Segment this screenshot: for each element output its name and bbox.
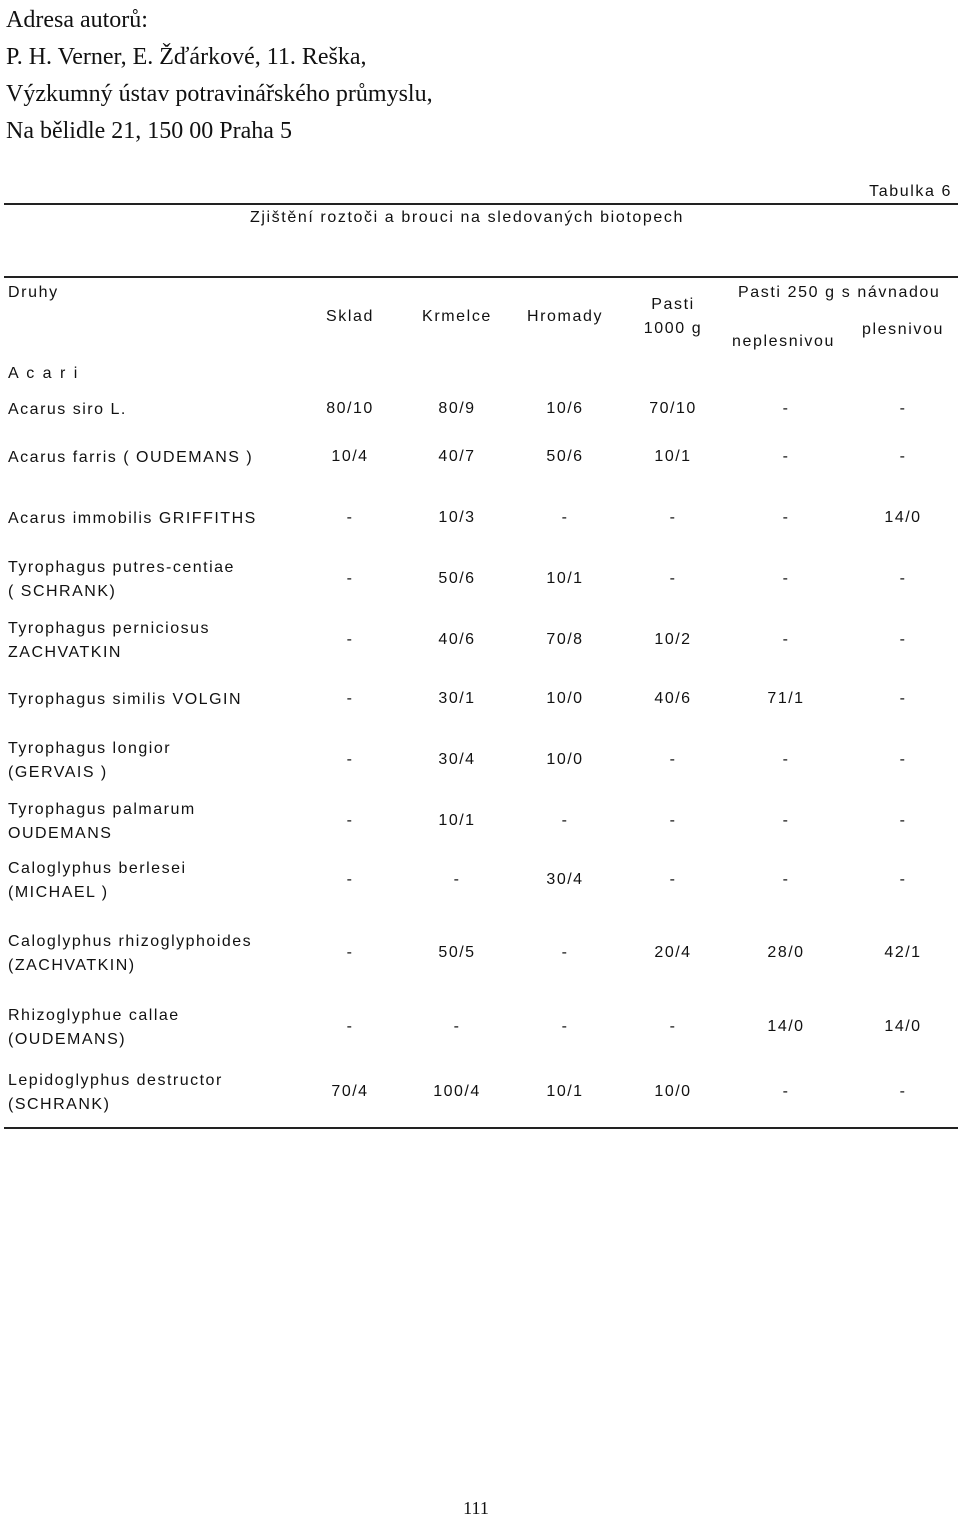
table-cell: - <box>899 751 907 768</box>
table-cell: - <box>346 812 354 829</box>
table-cell: 14/0 <box>767 1018 805 1035</box>
table-cell: 10/0 <box>546 751 584 768</box>
address-line: Na bělidle 21, 150 00 Praha 5 <box>6 118 292 144</box>
table-cell: - <box>899 1083 907 1100</box>
table-cell: 70/4 <box>331 1083 369 1100</box>
species-name-line: Caloglyphus rhizoglyphoides <box>8 933 253 950</box>
table-cell: 10/4 <box>331 448 369 465</box>
table-cell: - <box>346 690 354 707</box>
table-cell: 10/0 <box>654 1083 692 1100</box>
table-cell: 10/1 <box>654 448 692 465</box>
species-name <box>8 688 242 712</box>
table-cell: 30/1 <box>438 690 476 707</box>
table-cell: 28/0 <box>767 944 805 961</box>
table-cell: 70/10 <box>649 400 697 417</box>
table-cell: 40/7 <box>438 448 476 465</box>
species-name-line: Tyrophagus perniciosus <box>8 620 210 637</box>
table-cell: 42/1 <box>884 944 922 961</box>
species-name-line: (ZACHVATKIN) <box>8 957 136 974</box>
table-cell: 10/2 <box>654 631 692 648</box>
species-name-line: OUDEMANS <box>8 825 113 842</box>
address-line: Adresa autorů: <box>6 7 148 33</box>
species-name-line: Tyrophagus longior <box>8 740 172 757</box>
species-name <box>8 798 196 846</box>
header-top-rule <box>4 276 958 278</box>
table-cell: - <box>669 509 677 526</box>
table-cell: - <box>561 812 569 829</box>
table-bottom-rule <box>4 1127 958 1129</box>
header-krmelce: Krmelce <box>422 308 492 325</box>
table-cell: 10/3 <box>438 509 476 526</box>
table-cell: - <box>669 871 677 888</box>
species-name <box>8 737 171 785</box>
table-cell: - <box>899 448 907 465</box>
table-cell: - <box>346 871 354 888</box>
table-cell: 14/0 <box>884 1018 922 1035</box>
species-name-line: Acarus farris ( OUDEMANS ) <box>8 449 254 466</box>
species-name-line: ( SCHRANK) <box>8 583 117 600</box>
header-neplesnivou: neplesnivou <box>732 333 835 350</box>
table-label: Tabulka 6 <box>869 183 952 200</box>
table-cell: - <box>782 751 790 768</box>
table-cell: - <box>453 871 461 888</box>
table-cell: - <box>899 812 907 829</box>
header-pasti-1000: Pasti <box>651 296 695 313</box>
table-cell: 50/6 <box>546 448 584 465</box>
table-cell: - <box>782 871 790 888</box>
species-name <box>8 930 252 978</box>
author-address <box>6 2 433 150</box>
table-cell: - <box>346 1018 354 1035</box>
table-cell: 80/10 <box>326 400 374 417</box>
header-plesnivou: plesnivou <box>862 321 945 338</box>
table-cell: - <box>561 1018 569 1035</box>
table-cell: 30/4 <box>546 871 584 888</box>
table-cell: - <box>782 448 790 465</box>
table-cell: - <box>899 631 907 648</box>
species-name <box>8 1004 180 1052</box>
table-cell: 80/9 <box>438 400 476 417</box>
table-cell: - <box>669 751 677 768</box>
table-cell: - <box>899 570 907 587</box>
table-cell: - <box>782 509 790 526</box>
table-cell: 30/4 <box>438 751 476 768</box>
header-pasti-1000-weight: 1000 g <box>643 320 703 337</box>
table-cell: 100/4 <box>433 1083 481 1100</box>
table-cell: - <box>782 400 790 417</box>
species-name-line: ZACHVATKIN <box>8 644 122 661</box>
table-cell: - <box>669 1018 677 1035</box>
species-name-line: Acarus siro L. <box>8 401 127 418</box>
table-cell: - <box>346 631 354 648</box>
table-cell: - <box>669 812 677 829</box>
table-cell: 10/1 <box>546 570 584 587</box>
table-cell: - <box>899 871 907 888</box>
species-name-line: Tyrophagus similis VOLGIN <box>8 691 243 708</box>
species-name-line: Lepidoglyphus destructor <box>8 1072 223 1089</box>
species-name <box>8 507 257 531</box>
table-cell: 50/5 <box>438 944 476 961</box>
header-pasti-250: Pasti 250 g s návnadou <box>738 284 941 301</box>
species-name-line: (GERVAIS ) <box>8 764 108 781</box>
species-name-line: (SCHRANK) <box>8 1096 111 1113</box>
table-cell: - <box>561 944 569 961</box>
group-acari: A c a r i <box>8 365 80 382</box>
table-cell: - <box>669 570 677 587</box>
page-number: 111 <box>463 1498 489 1518</box>
species-name <box>8 446 253 470</box>
table-cell: 70/8 <box>546 631 584 648</box>
table-cell: - <box>782 1083 790 1100</box>
table-cell: - <box>346 509 354 526</box>
species-name-line: Tyrophagus palmarum <box>8 801 196 818</box>
table-cell: 50/6 <box>438 570 476 587</box>
species-name <box>8 556 235 604</box>
table-cell: 10/6 <box>546 400 584 417</box>
table-cell: - <box>561 509 569 526</box>
species-name-line: Rhizoglyphue callae <box>8 1007 180 1024</box>
species-name <box>8 1069 223 1117</box>
species-name <box>8 398 127 422</box>
table-cell: 40/6 <box>654 690 692 707</box>
table-cell: - <box>346 751 354 768</box>
species-name-line: (OUDEMANS) <box>8 1031 127 1048</box>
species-name-line: Tyrophagus putres-centiae <box>8 559 235 576</box>
table-top-rule <box>4 203 958 205</box>
species-name-line: Caloglyphus berlesei <box>8 860 187 877</box>
table-cell: 10/1 <box>546 1083 584 1100</box>
table-cell: - <box>782 631 790 648</box>
address-line: Výzkumný ústav potravinářského průmyslu, <box>6 81 433 107</box>
table-cell: - <box>346 944 354 961</box>
table-cell: - <box>899 690 907 707</box>
table-cell: 20/4 <box>654 944 692 961</box>
species-name-line: Acarus immobilis GRIFFITHS <box>8 510 257 527</box>
species-name <box>8 857 187 905</box>
table-cell: 40/6 <box>438 631 476 648</box>
table-cell: - <box>782 812 790 829</box>
table-cell: - <box>782 570 790 587</box>
table-cell: 14/0 <box>884 509 922 526</box>
header-species: Druhy <box>8 284 59 301</box>
header-hromady: Hromady <box>526 308 604 325</box>
table-cell: - <box>453 1018 461 1035</box>
table-cell: - <box>899 400 907 417</box>
address-line: P. H. Verner, E. Žďárkové, 11. Reška, <box>6 44 367 70</box>
header-sklad: Sklad <box>325 308 375 325</box>
table-title: Zjištění roztoči a brouci na sledovaných biotopech <box>250 209 684 226</box>
table-cell: 10/1 <box>438 812 476 829</box>
table-cell: 10/0 <box>546 690 584 707</box>
species-name <box>8 617 210 665</box>
species-name-line: (MICHAEL ) <box>8 884 109 901</box>
table-cell: 71/1 <box>767 690 805 707</box>
table-cell: - <box>346 570 354 587</box>
